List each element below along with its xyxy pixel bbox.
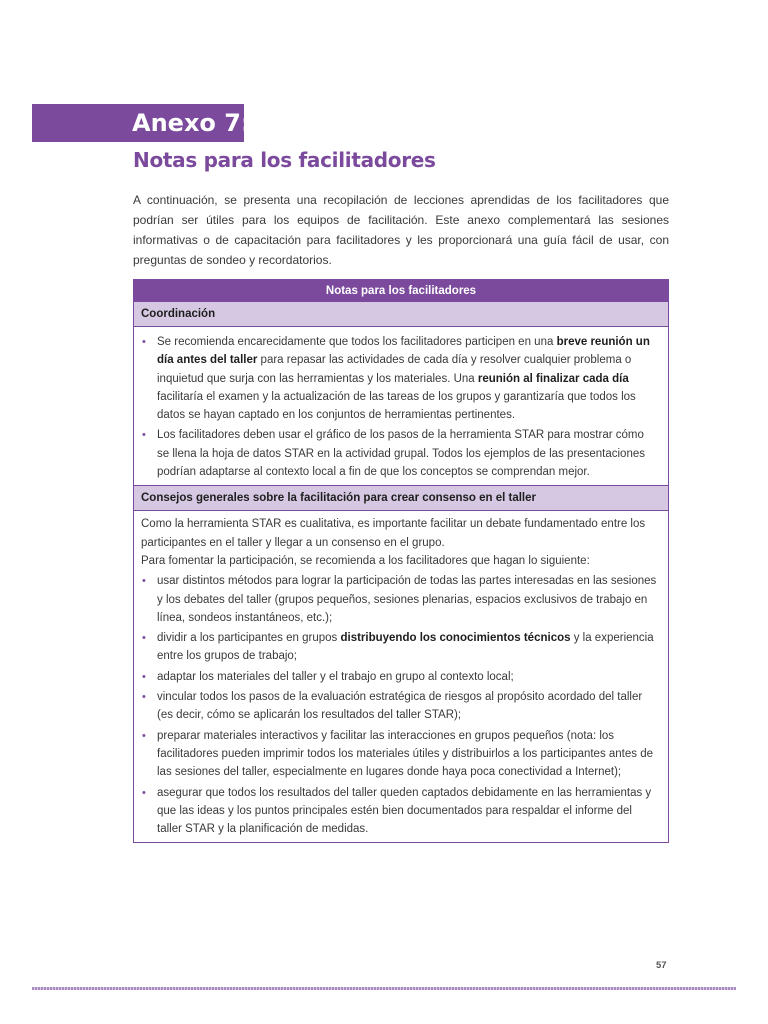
section-header-coordination: Coordinación [134, 302, 668, 327]
page-number: 57 [656, 960, 667, 971]
intro-paragraph: A continuación, se presenta una recopilación de lecciones aprendidas de los facilitadores que podrían ser útiles para los equipos de facilitación. Este anexo complementará las sesiones informativas o de capacitación para facilitadores y les proporcionará una guía fácil de usar, con preguntas de sondeo y recordatorios. [133, 193, 669, 267]
bullet-icon: • [142, 786, 146, 799]
annex-title-band [32, 104, 251, 142]
bullet-icon: • [142, 729, 146, 742]
list-item: • vincular todos los pasos de la evaluación estratégica de riesgos al propósito acordado del taller (es decir, cómo se aplicarán los resultados del taller STAR); [141, 688, 658, 725]
coordination-list [141, 333, 658, 481]
notes-table [133, 279, 669, 843]
list-item: • Los facilitadores deben usar el gráfico de los pasos de la herramienta STAR para mostrar cómo se llena la hoja de datos STAR en la actividad grupal. Todos los ejemplos de las presentaciones podrían adaptarse al contexto local a fin de que los conceptos se comprendan mejor. [141, 426, 658, 481]
list-item: • Se recomienda encarecidamente que todos los facilitadores participen en una breve reunión un día antes del taller para repasar las actividades de cada día y resolver cualquier problema o inquietud que surja con las herramientas y los materiales. Una reunión al finalizar cada día facilitaría el examen y la actualización de las tareas de los grupos y garantizaría que todos los datos se hayan captado en los conjuntos de herramientas pertinentes. [141, 333, 658, 424]
annex-title: Anexo 7: [132, 109, 251, 137]
list-item: • asegurar que todos los resultados del taller queden captados debidamente en las herramientas y que las ideas y los puntos principales estén bien documentados para respaldar el informe del taller STAR y la planificación de medidas. [141, 784, 658, 839]
bullet-icon: • [142, 670, 146, 683]
section-body-coordination [134, 327, 668, 485]
consensus-intro: Como la herramienta STAR es cualitativa, es importante facilitar un debate fundamentado entre los participantes en el taller y llegar a un consenso en el grupo. [141, 518, 646, 549]
section-body-consensus [134, 511, 668, 842]
list-item: • dividir a los participantes en grupos distribuyendo los conocimientos técnicos y la experiencia entre los grupos de trabajo; [141, 629, 658, 666]
section-header-consensus: Consejos generales sobre la facilitación para crear consenso en el taller [134, 485, 668, 511]
page-subtitle: Notas para los facilitadores [133, 148, 436, 172]
table-header: Notas para los facilitadores [134, 280, 668, 302]
bullet-icon: • [142, 575, 146, 588]
bullet-icon: • [142, 632, 146, 645]
list-item: • usar distintos métodos para lograr la participación de todas las partes interesadas en las sesiones y los debates del taller (grupos pequeños, sesiones plenarias, espacios exclusivos de trabajo en línea, sondeos instantáneos, etc.); [141, 572, 658, 627]
consensus-list [141, 572, 658, 838]
bullet-icon: • [142, 429, 146, 442]
list-item: • adaptar los materiales del taller y el trabajo en grupo al contexto local; [141, 668, 658, 686]
bullet-icon: • [142, 691, 146, 704]
footer-divider [32, 987, 736, 990]
bullet-icon: • [142, 336, 146, 348]
consensus-lead-in: Para fomentar la participación, se recomienda a los facilitadores que hagan lo siguiente: [141, 554, 590, 567]
list-item: • preparar materiales interactivos y facilitar las interacciones en grupos pequeños (nota: los facilitadores pueden imprimir todos los materiales útiles y distribuirlos a los participantes antes de las sesiones del taller, especialmente en lugares donde haya poca conectividad a Internet); [141, 727, 658, 782]
